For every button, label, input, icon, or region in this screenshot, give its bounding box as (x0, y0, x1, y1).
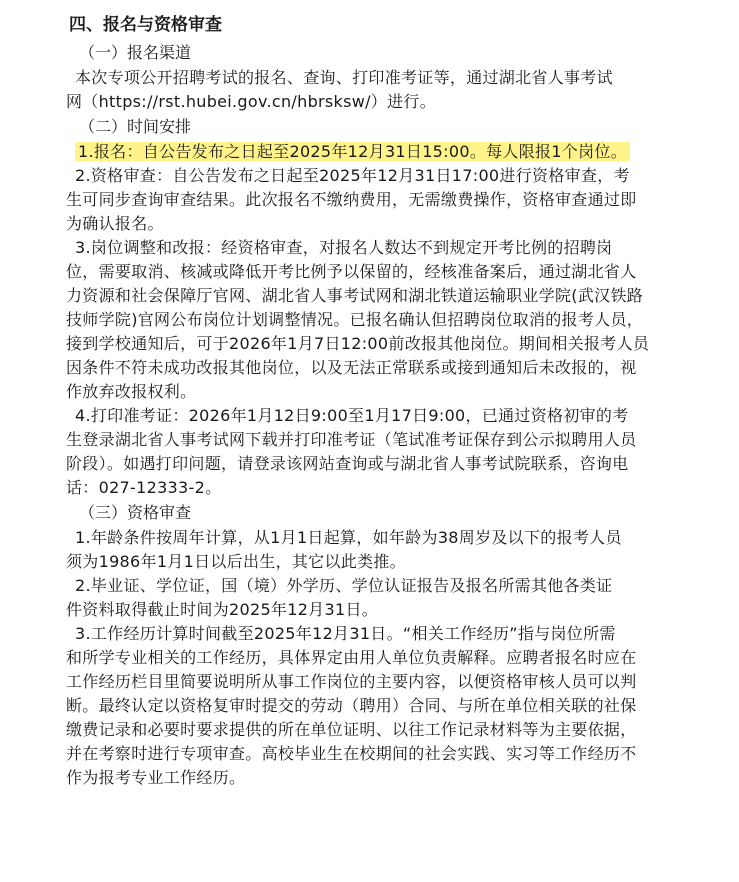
text-line: 技师学院)官网公布岗位计划调整情况。已报名确认但招聘岗位取消的报考人员， (66, 310, 644, 329)
text-line: 件资料取得截止时间为2025年12月31日。 (66, 600, 379, 619)
text-line: 网（https://rst.hubei.gov.cn/hbrsksw/）进行。 (66, 92, 437, 111)
text-line: 3.工作经历计算时间截至2025年12月31日。“相关工作经历”指与岗位所需 (75, 624, 616, 643)
text-line: 和所学专业相关的工作经历，具体界定由用人单位负责解释。应聘者报名时应在 (66, 648, 637, 667)
paragraph-age-condition (66, 526, 719, 574)
section-title: 四、报名与资格审查 (69, 15, 222, 35)
text-line: 并在考察时进行专项审查。高校毕业生在校期间的社会实践、实习等工作经历不 (66, 744, 637, 763)
text-line: 须为1986年1月1日以后出生，其它以此类推。 (66, 552, 406, 571)
highlighted-registration-time: 1.报名：自公告发布之日起至2025年12月31日15:00。每人限报1个岗位。 (75, 142, 630, 161)
text-line: 作放弃改报权利。 (66, 382, 197, 401)
text-line: 位，需要取消、核减或降低开考比例予以保留的，经核准备案后，通过湖北省人 (66, 262, 637, 281)
text-line: 1.年龄条件按周年计算，从1月1日起算，如年龄为38周岁及以下的报考人员 (75, 528, 622, 547)
text-line: 话：027-12333-2。 (66, 478, 222, 497)
text-line: 缴费记录和必要时要求提供的所在单位证明、以往工作记录材料等为主要依据， (66, 720, 637, 739)
text-line: 2.资格审查：自公告发布之日起至2025年12月31日17:00进行资格审查，考 (75, 166, 630, 185)
text-line: 2.毕业证、学位证，国（境）外学历、学位认证报告及报名所需其他各类证 (75, 576, 613, 595)
text-line: 作为报考专业工作经历。 (66, 768, 246, 787)
text-line: 接到学校通知后，可于2026年1月7日12:00前改报其他岗位。期间相关报考人员 (66, 334, 650, 353)
text-line: 3.岗位调整和改报：经资格审查，对报名人数达不到规定开考比例的招聘岗 (75, 238, 613, 257)
text-line: 4.打印准考证：2026年1月12日9:00至1月17日9:00，已通过资格初审的考 (75, 406, 629, 425)
text-line: 本次专项公开招聘考试的报名、查询、打印准考证等，通过湖北省人事考试 (75, 68, 613, 87)
paragraph-qualification-review-time (66, 164, 719, 236)
text-line: 力资源和社会保障厅官网、湖北省人事考试网和湖北铁道运输职业学院(武汉铁路 (66, 286, 644, 305)
text-line: 断。最终认定以资格复审时提交的劳动（聘用）合同、与所在单位相关联的社保 (66, 696, 637, 715)
paragraph-registration-time (75, 140, 719, 164)
text-line: 因条件不符未成功改报其他岗位，以及无法正常联系或接到通知后未改报的，视 (66, 358, 637, 377)
paragraph-work-experience (66, 622, 719, 790)
text-line: 为确认报名。 (66, 214, 164, 233)
subsection-title-schedule: （二）时间安排 (79, 117, 192, 136)
paragraph-print-admission-ticket (66, 404, 719, 500)
paragraph-position-adjustment (66, 236, 719, 404)
subsection-title-qualification-review: （三）资格审查 (79, 503, 192, 522)
paragraph-registration-channel (66, 66, 719, 114)
paragraph-certificates-deadline (66, 574, 719, 622)
text-line: 生登录湖北省人事考试网下载并打印准考证（笔试准考证保存到公示拟聘用人员 (66, 430, 637, 449)
subsection-title-registration-channel: （一）报名渠道 (79, 43, 192, 62)
text-line: 阶段）。如遇打印问题，请登录该网站查询或与湖北省人事考试院联系，咨询电 (66, 454, 629, 473)
text-line: 工作经历栏目里简要说明所从事工作岗位的主要内容，以便资格审核人员可以判 (66, 672, 637, 691)
text-line: 生可同步查询审查结果。此次报名不缴纳费用，无需缴费操作，资格审查通过即 (66, 190, 637, 209)
